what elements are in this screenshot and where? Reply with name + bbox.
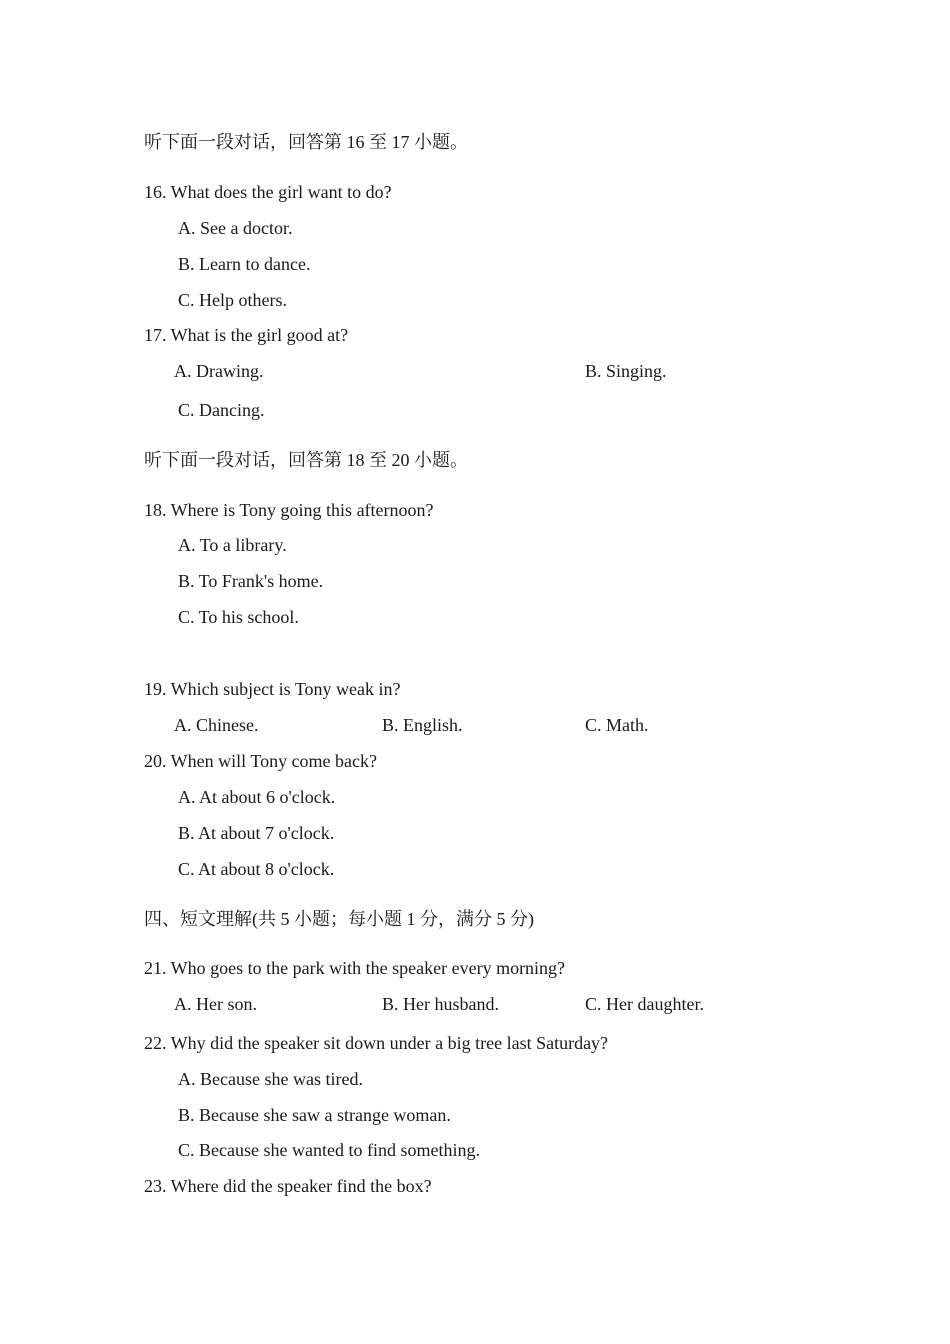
option-20-c: C. At about 8 o'clock.: [178, 859, 335, 879]
option-21-c: C. Her daughter.: [585, 994, 704, 1014]
option-17-b: B. Singing.: [585, 361, 667, 381]
question-17: 17. What is the girl good at?: [144, 325, 349, 345]
question-20: 20. When will Tony come back?: [144, 751, 378, 771]
option-22-a: A. Because she was tired.: [178, 1069, 363, 1089]
option-18-b: B. To Frank's home.: [178, 571, 324, 591]
option-22-b: B. Because she saw a strange woman.: [178, 1105, 451, 1125]
question-19: 19. Which subject is Tony weak in?: [144, 679, 401, 699]
option-18-c: C. To his school.: [178, 607, 299, 627]
section-heading-16-17: 听下面一段对话，回答第 16 至 17 小题。: [144, 132, 468, 152]
option-17-c: C. Dancing.: [178, 400, 265, 420]
option-19-c: C. Math.: [585, 715, 649, 735]
option-16-b: B. Learn to dance.: [178, 254, 311, 274]
option-20-a: A. At about 6 o'clock.: [178, 787, 336, 807]
question-18: 18. Where is Tony going this afternoon?: [144, 500, 434, 520]
section-heading-short-passage: 四、短文理解(共 5 小题；每小题 1 分，满分 5 分): [144, 909, 534, 929]
question-16: 16. What does the girl want to do?: [144, 182, 392, 202]
option-16-c: C. Help others.: [178, 290, 287, 310]
option-16-a: A. See a doctor.: [178, 218, 293, 238]
question-23: 23. Where did the speaker find the box?: [144, 1176, 432, 1196]
option-21-b: B. Her husband.: [382, 994, 499, 1014]
option-17-a: A. Drawing.: [174, 361, 264, 381]
option-19-a: A. Chinese.: [174, 715, 259, 735]
question-21: 21. Who goes to the park with the speaker every morning?: [144, 958, 566, 978]
section-heading-18-20: 听下面一段对话，回答第 18 至 20 小题。: [144, 450, 468, 470]
option-20-b: B. At about 7 o'clock.: [178, 823, 335, 843]
option-22-c: C. Because she wanted to find something.: [178, 1140, 480, 1160]
option-19-b: B. English.: [382, 715, 463, 735]
option-21-a: A. Her son.: [174, 994, 257, 1014]
option-18-a: A. To a library.: [178, 535, 287, 555]
question-22: 22. Why did the speaker sit down under a big tree last Saturday?: [144, 1033, 609, 1053]
